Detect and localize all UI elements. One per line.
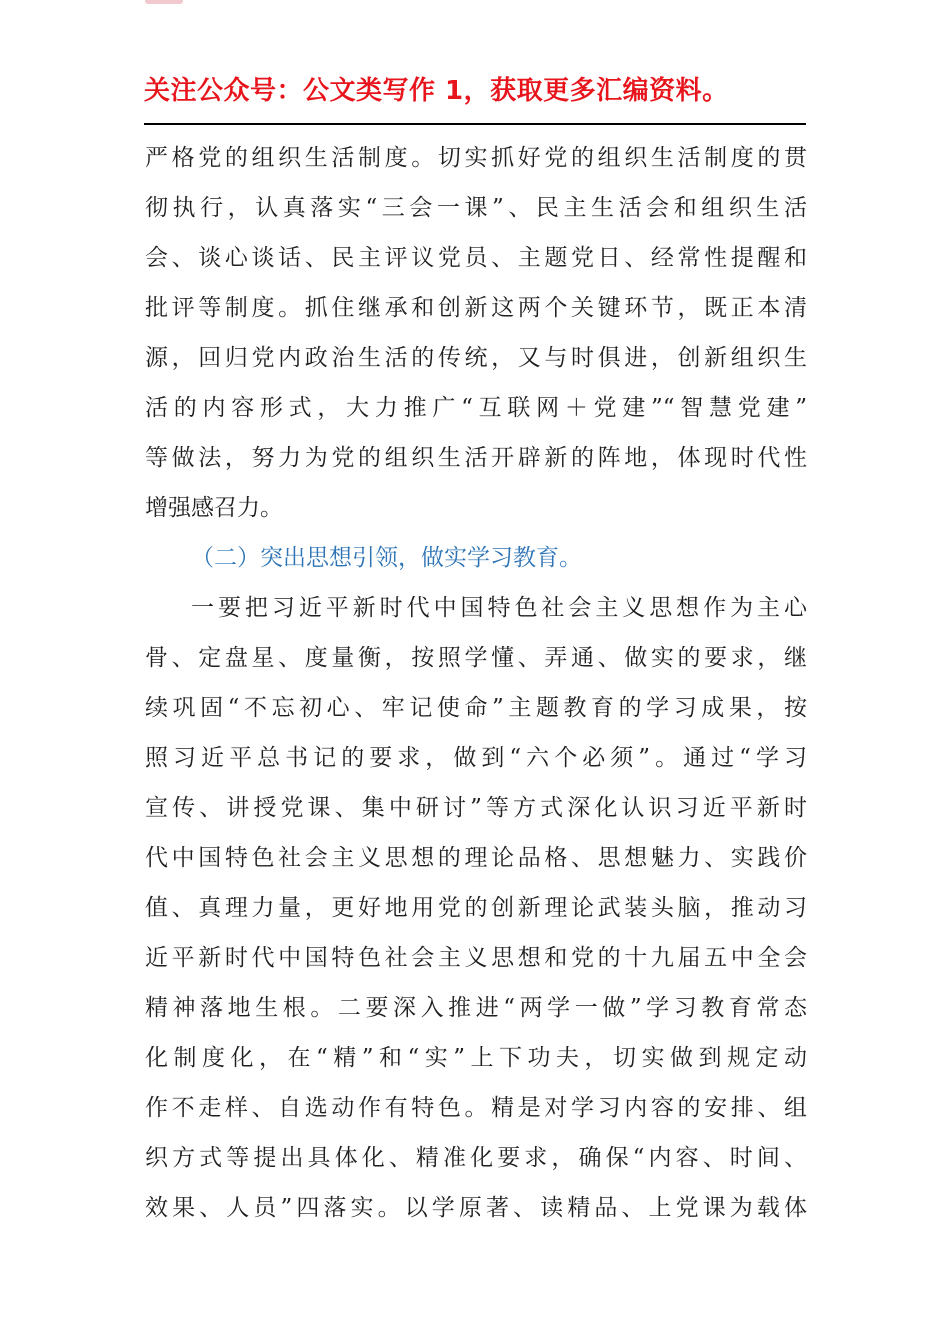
text-line: 化制度化，在“精”和“实”上下功夫，切实做到规定动 [145, 1045, 807, 1071]
text-line: 代中国特色社会主义思想的理论品格、思想魅力、实践价 [145, 845, 807, 871]
text-line: 彻执行，认真落实“三会一课”、民主生活会和组织生活 [145, 195, 807, 221]
text-line: 效果、人员”四落实。以学原著、读精品、上党课为载体 [145, 1195, 807, 1221]
header-banner-text: 关注公众号：公文类写作 1，获取更多汇编资料。 [144, 76, 729, 106]
text-line: 作不走样、自选动作有特色。精是对学习内容的安排、组 [145, 1095, 807, 1121]
text-line: 增强感召力。 [145, 495, 283, 521]
text-line: 精神落地生根。二要深入推进“两学一做”学习教育常态 [145, 995, 807, 1021]
text-line: 一要把习近平新时代中国特色社会主义思想作为主心 [191, 595, 807, 621]
section-heading: （二）突出思想引领，做实学习教育。 [191, 545, 582, 571]
header-banner [144, 70, 814, 112]
text-line: 活的内容形式，大力推广“互联网＋党建”“智慧党建” [145, 395, 807, 421]
text-line: 骨、定盘星、度量衡，按照学懂、弄通、做实的要求，继 [145, 645, 807, 671]
paragraph-study-education [145, 583, 807, 1233]
text-line: 源，回归党内政治生活的传统，又与时俱进，创新组织生 [145, 345, 807, 371]
paragraph-organizational-life [145, 133, 807, 533]
header-divider [144, 123, 806, 125]
text-line: 会、谈心谈话、民主评议党员、主题党日、经常性提醒和 [145, 245, 807, 271]
text-line: 等做法，努力为党的组织生活开辟新的阵地，体现时代性 [145, 445, 807, 471]
text-line: 严格党的组织生活制度。切实抓好党的组织生活制度的贯 [145, 145, 807, 171]
document-body [145, 133, 807, 1233]
text-line: 批评等制度。抓住继承和创新这两个关键环节，既正本清 [145, 295, 807, 321]
text-line: 织方式等提出具体化、精准化要求，确保“内容、时间、 [145, 1145, 807, 1171]
corner-decoration [145, 0, 183, 4]
text-line: 续巩固“不忘初心、牢记使命”主题教育的学习成果，按 [145, 695, 807, 721]
text-line: 值、真理力量，更好地用党的创新理论武装头脑，推动习 [145, 895, 807, 921]
text-line: 近平新时代中国特色社会主义思想和党的十九届五中全会 [145, 945, 807, 971]
text-line: 宣传、讲授党课、集中研讨”等方式深化认识习近平新时 [145, 795, 807, 821]
text-line: 照习近平总书记的要求，做到“六个必须”。通过“学习 [145, 745, 807, 771]
